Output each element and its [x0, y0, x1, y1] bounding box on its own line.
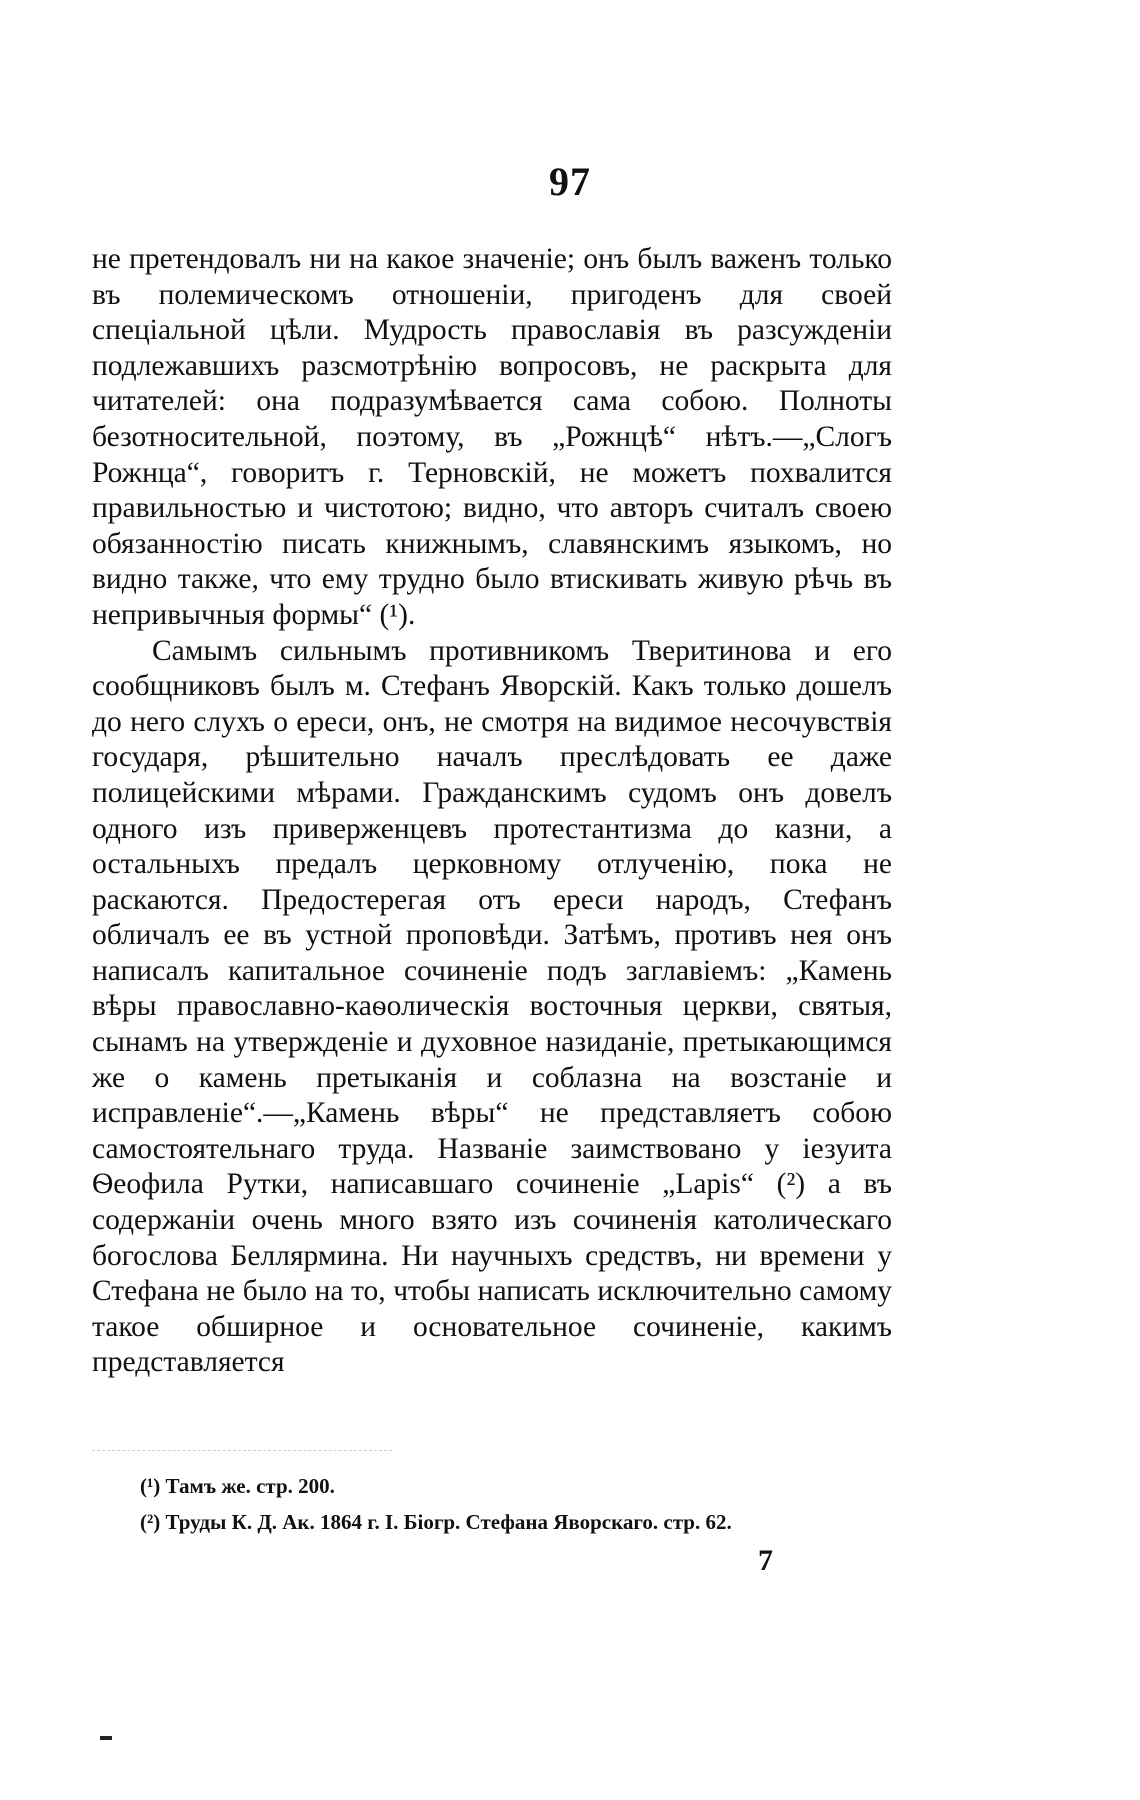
- footnote-2: (²) Труды К. Д. Ак. 1864 г. I. Біогр. Стефана Яворскаго. стр. 62.: [140, 1510, 732, 1534]
- margin-speck: [100, 1736, 112, 1740]
- footnote-divider: [92, 1450, 392, 1451]
- body-text: [92, 242, 892, 1381]
- paragraph-1: не претендовалъ ни на какое значеніе; онъ былъ важенъ только въ полемическомъ отношеніи, пригоденъ для своей спеціальной цѣли. Мудрость православія въ разсужденіи подлежавшихъ разсмотрѣнію вопросовъ, не раскрыта для читателей: она подразумѣвается сама собою. Полноты безотносительной, поэтому, въ „Рожнцѣ“ нѣтъ.—„Слогъ Рожнца“, говоритъ г. Терновскій, не можетъ похвалится правильностью и чистотою; видно, что авторъ считалъ своею обязанностію писать книжнымъ, славянскимъ языкомъ, но видно также, что ему трудно было втискивать живую рѣчь въ непривычныя формы“ (¹).: [92, 243, 892, 631]
- footnotes: [140, 1468, 900, 1540]
- page-number: 97: [549, 159, 591, 204]
- footnote-1: (¹) Тамъ же. стр. 200.: [140, 1474, 335, 1498]
- paragraph-2: Самымъ сильнымъ противникомъ Тверитинова и его сообщниковъ былъ м. Стефанъ Яворскій. Какъ только дошелъ до него слухъ о ереси, онъ, не смотря на видимое несочувствія государя, рѣшительно началъ преслѣдовать ее даже полицейскими мѣрами. Гражданскимъ судомъ онъ довелъ одного изъ приверженцевъ протестантизма до казни, а остальныхъ предалъ церковному отлученію, пока не раскаются. Предостерегая отъ ереси народъ, Стефанъ обличалъ ее въ устной проповѣди. Затѣмъ, противъ нея онъ написалъ капитальное сочиненіе подъ заглавіемъ: „Камень вѣры православно-каѳолическія восточныя церкви, святыя, сынамъ на утвержденіе и духовное назиданіе, претыкающимся же о камень претыканія и соблазна на возстаніе и исправленіе“.—„Камень вѣры“ не представляетъ собою самостоятельнаго труда. Названіе заимствовано у іезуита Ѳеофила Рутки, написавшаго сочиненіе „Lapis“ (²) а въ содержаніи очень много взято изъ сочиненія католическаго богослова Беллярмина. Ни научныхъ средствъ, ни времени у Стефана не было на то, чтобы написать исключительно самому такое обширное и основательное сочиненіе, какимъ представляется: [92, 634, 892, 1379]
- signature-mark: 7: [758, 1544, 773, 1577]
